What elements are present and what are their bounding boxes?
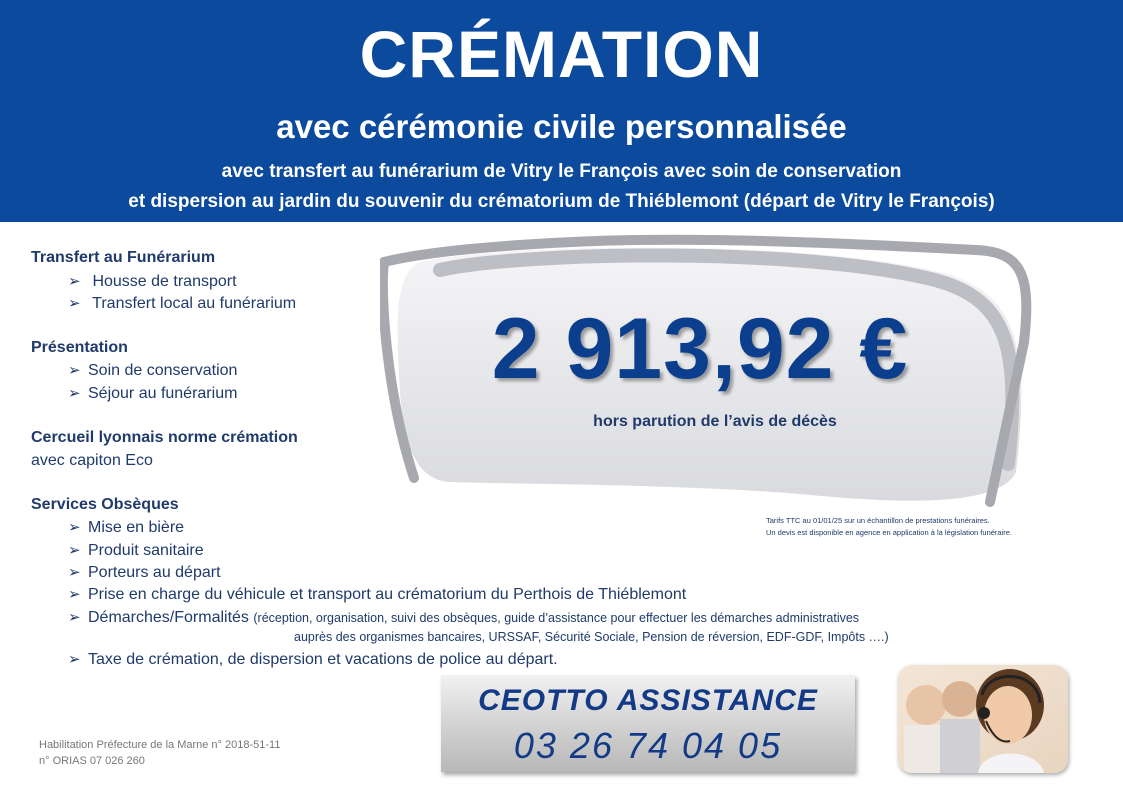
price-amount: 2 913,92 €	[491, 301, 909, 397]
list-item: ➢ Démarches/Formalités (réception, organisation, suivi des obsèques, guide d’assistance pour effectuer les démarches administratives	[68, 609, 860, 626]
assistance-phone[interactable]: 03 26 74 04 05	[513, 725, 783, 766]
list-item: ➢ Mise en bière	[68, 519, 185, 536]
page-subtitle: avec cérémonie civile personnalisée	[276, 108, 847, 145]
description-line-2: et dispersion au jardin du souvenir du crématorium de Thiéblemont (départ de Vitry le François)	[128, 191, 995, 212]
list-item: ➢ Prise en charge du véhicule et transport au crématorium du Perthois de Thiéblemont	[68, 586, 687, 603]
legal-note-2: Un devis est disponible en agence en application à la législation funéraire.	[766, 528, 1012, 537]
cercueil-detail: avec capiton Eco	[31, 452, 153, 469]
list-item: ➢ Housse de transport	[68, 273, 237, 290]
description-line-1: avec transfert au funérarium de Vitry le François avec soin de conservation	[221, 161, 902, 182]
assistance-box	[441, 675, 855, 772]
formalites-detail-1: (réception, organisation, suivi des obsèques, guide d’assistance pour effectuer les démarches administratives	[253, 611, 860, 625]
list-item: ➢ Produit sanitaire	[68, 542, 204, 559]
header-banner	[0, 0, 1123, 222]
list-item: ➢ Séjour au funérarium	[68, 385, 238, 402]
arrow-bullet-icon: ➢	[68, 586, 81, 603]
list-item: ➢ Taxe de crémation, de dispersion et vacations de police au départ.	[68, 651, 558, 668]
price-note: hors parution de l’avis de décès	[593, 413, 837, 430]
formalites-detail-2: auprès des organismes bancaires, URSSAF, Sécurité Sociale, Pension de réversion, EDF-GDF, Impôts ….)	[294, 630, 889, 644]
arrow-bullet-icon: ➢	[68, 651, 81, 668]
arrow-bullet-icon: ➢	[68, 362, 81, 379]
arrow-bullet-icon: ➢	[68, 273, 81, 290]
arrow-bullet-icon: ➢	[68, 385, 81, 402]
list-item: ➢ Transfert local au funérarium	[68, 295, 297, 312]
page-title: CRÉMATION	[359, 17, 764, 91]
agent-photo	[898, 665, 1068, 773]
footer-orias: n° ORIAS 07 026 260	[39, 755, 145, 767]
arrow-bullet-icon: ➢	[68, 519, 81, 536]
legal-note-1: Tarifs TTC au 01/01/25 sur un échantillon de prestations funéraires.	[766, 516, 990, 525]
arrow-bullet-icon: ➢	[68, 542, 81, 559]
section-title-transfert: Transfert au Funérarium	[31, 249, 216, 266]
list-item: ➢ Soin de conservation	[68, 362, 238, 379]
arrow-bullet-icon: ➢	[68, 609, 81, 626]
assistance-name: CEOTTO ASSISTANCE	[478, 684, 818, 717]
footer-habilitation: Habilitation Préfecture de la Marne n° 2018-51-11	[39, 739, 281, 751]
arrow-bullet-icon: ➢	[68, 295, 81, 312]
list-item: ➢ Porteurs au départ	[68, 564, 221, 581]
section-title-services: Services Obsèques	[31, 496, 179, 513]
arrow-bullet-icon: ➢	[68, 564, 81, 581]
section-title-cercueil: Cercueil lyonnais norme crémation	[31, 429, 298, 446]
section-title-presentation: Présentation	[31, 339, 128, 356]
